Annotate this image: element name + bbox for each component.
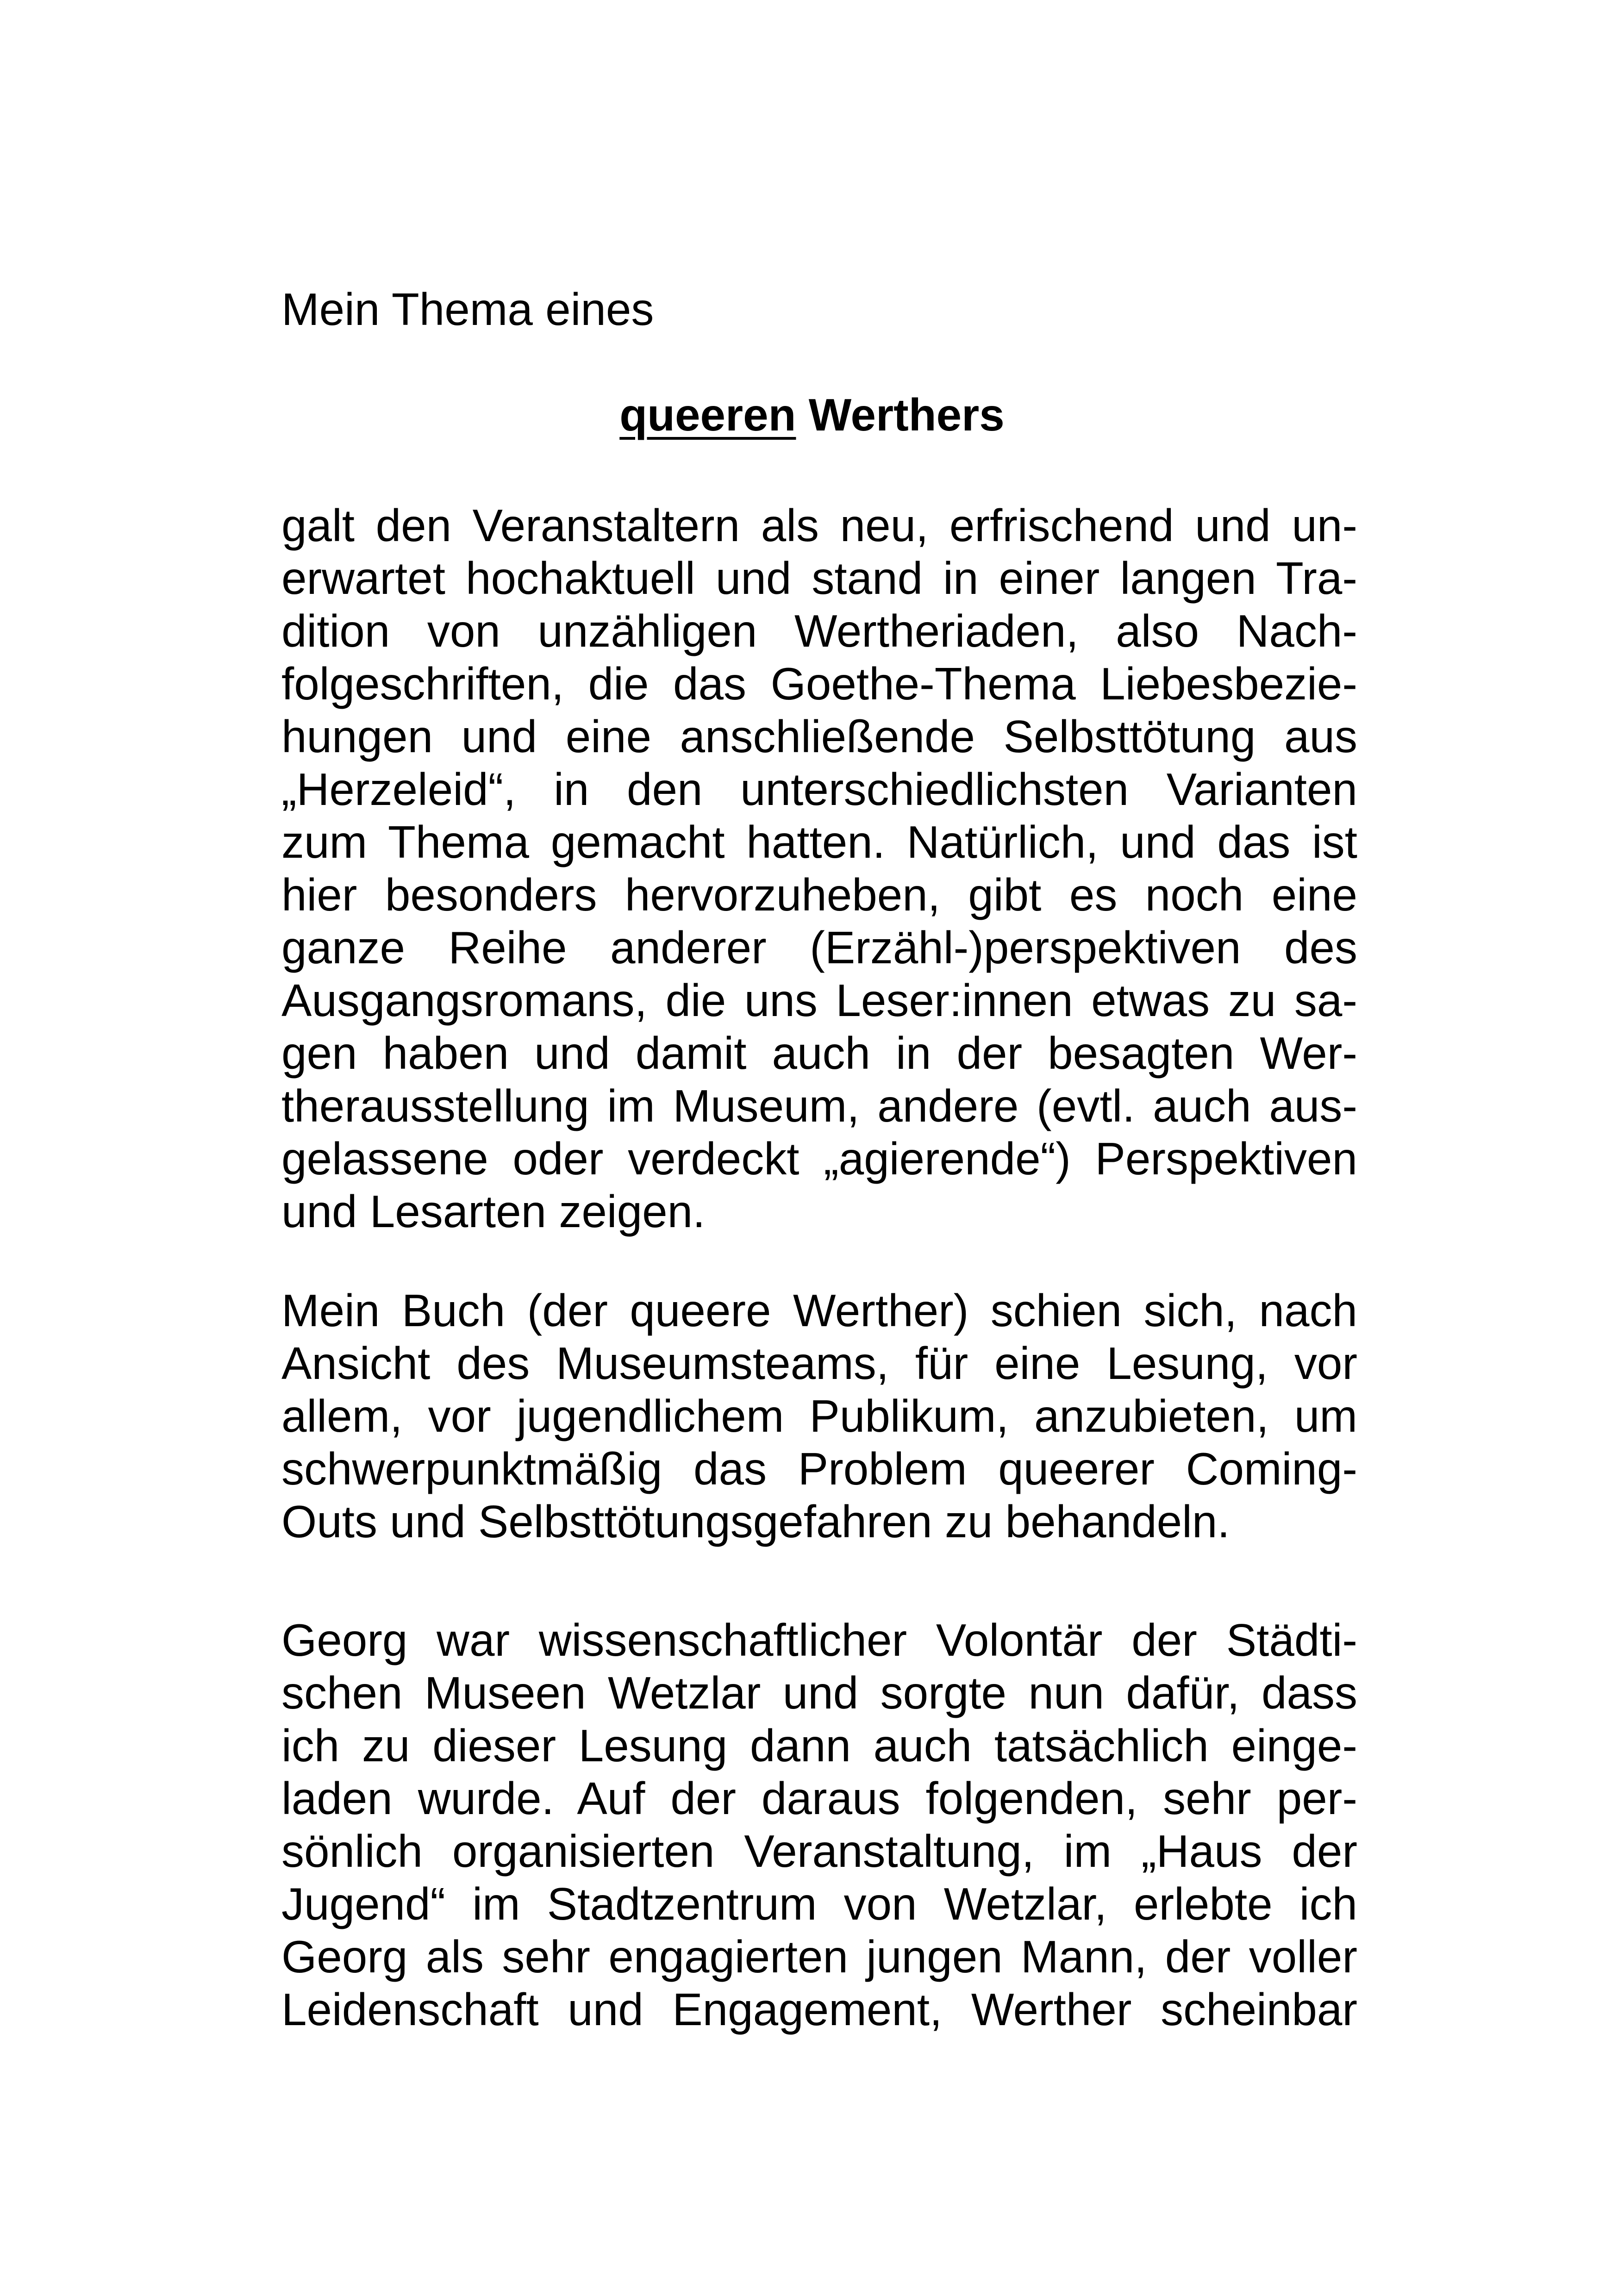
- text-line: Ansicht des Museumsteams, für eine Lesung, vor: [281, 1338, 1357, 1389]
- text-line: Ausgangsromans, die uns Leser:innen etwas zu sa-: [281, 975, 1357, 1026]
- text-line: folgeschriften, die das Goethe-Thema Liebesbezie-: [281, 658, 1357, 709]
- intro-line: Mein Thema eines: [281, 284, 654, 335]
- text-line: erwartet hochaktuell und stand in einer langen Tra-: [281, 553, 1357, 604]
- paragraph-1: [281, 499, 1357, 1238]
- text-line: „Herzeleid“, in den unterschiedlichsten Varianten: [281, 764, 1357, 815]
- text-line: laden wurde. Auf der daraus folgenden, sehr per-: [281, 1773, 1357, 1824]
- text-line: Jugend“ im Stadtzentrum von Wetzlar, erlebte ich: [281, 1878, 1357, 1929]
- text-line: Mein Buch (der queere Werther) schien sich, nach: [281, 1285, 1357, 1336]
- text-line: gelassene oder verdeckt „agierende“) Perspektiven: [281, 1133, 1357, 1184]
- text-line: schwerpunktmäßig das Problem queerer Coming-: [281, 1443, 1357, 1494]
- text-line: Georg war wissenschaftlicher Volontär der Städti-: [281, 1615, 1357, 1665]
- text-line: galt den Veranstaltern als neu, erfrischend und un-: [281, 500, 1357, 551]
- text-line: gen haben und damit auch in der besagten Wer-: [281, 1028, 1357, 1079]
- text-line: dition von unzähligen Wertheriaden, also Nach-: [281, 605, 1357, 656]
- paragraph-3: [281, 1614, 1357, 2036]
- text-line: ganze Reihe anderer (Erzähl-)perspektiven des: [281, 922, 1357, 973]
- text-line: und Lesarten zeigen.: [281, 1186, 706, 1237]
- text-line: zum Thema gemacht hatten. Natürlich, und das ist: [281, 817, 1357, 867]
- text-line: sönlich organisierten Veranstaltung, im „Haus der: [281, 1826, 1357, 1877]
- text-line: schen Museen Wetzlar und sorgte nun dafür, dass: [281, 1667, 1357, 1718]
- heading-underlined-word: queeren: [619, 389, 796, 440]
- text-line: therausstellung im Museum, andere (evtl. auch aus-: [281, 1080, 1357, 1131]
- text-line: Leidenschaft und Engagement, Werther scheinbar: [281, 1984, 1357, 2035]
- heading-word: Werthers: [808, 389, 1005, 440]
- heading-title: [0, 382, 1624, 447]
- text-line: ich zu dieser Lesung dann auch tatsächlich einge-: [281, 1720, 1357, 1771]
- text-line: hungen und eine anschließende Selbsttötung aus: [281, 711, 1357, 762]
- text-line: Georg als sehr engagierten jungen Mann, der voller: [281, 1931, 1357, 1982]
- paragraph-2: [281, 1284, 1357, 1548]
- text-line: allem, vor jugendlichem Publikum, anzubieten, um: [281, 1391, 1357, 1441]
- text-line: hier besonders hervorzuheben, gibt es noch eine: [281, 869, 1357, 920]
- text-line: Outs und Selbsttötungsgefahren zu behandeln.: [281, 1496, 1230, 1547]
